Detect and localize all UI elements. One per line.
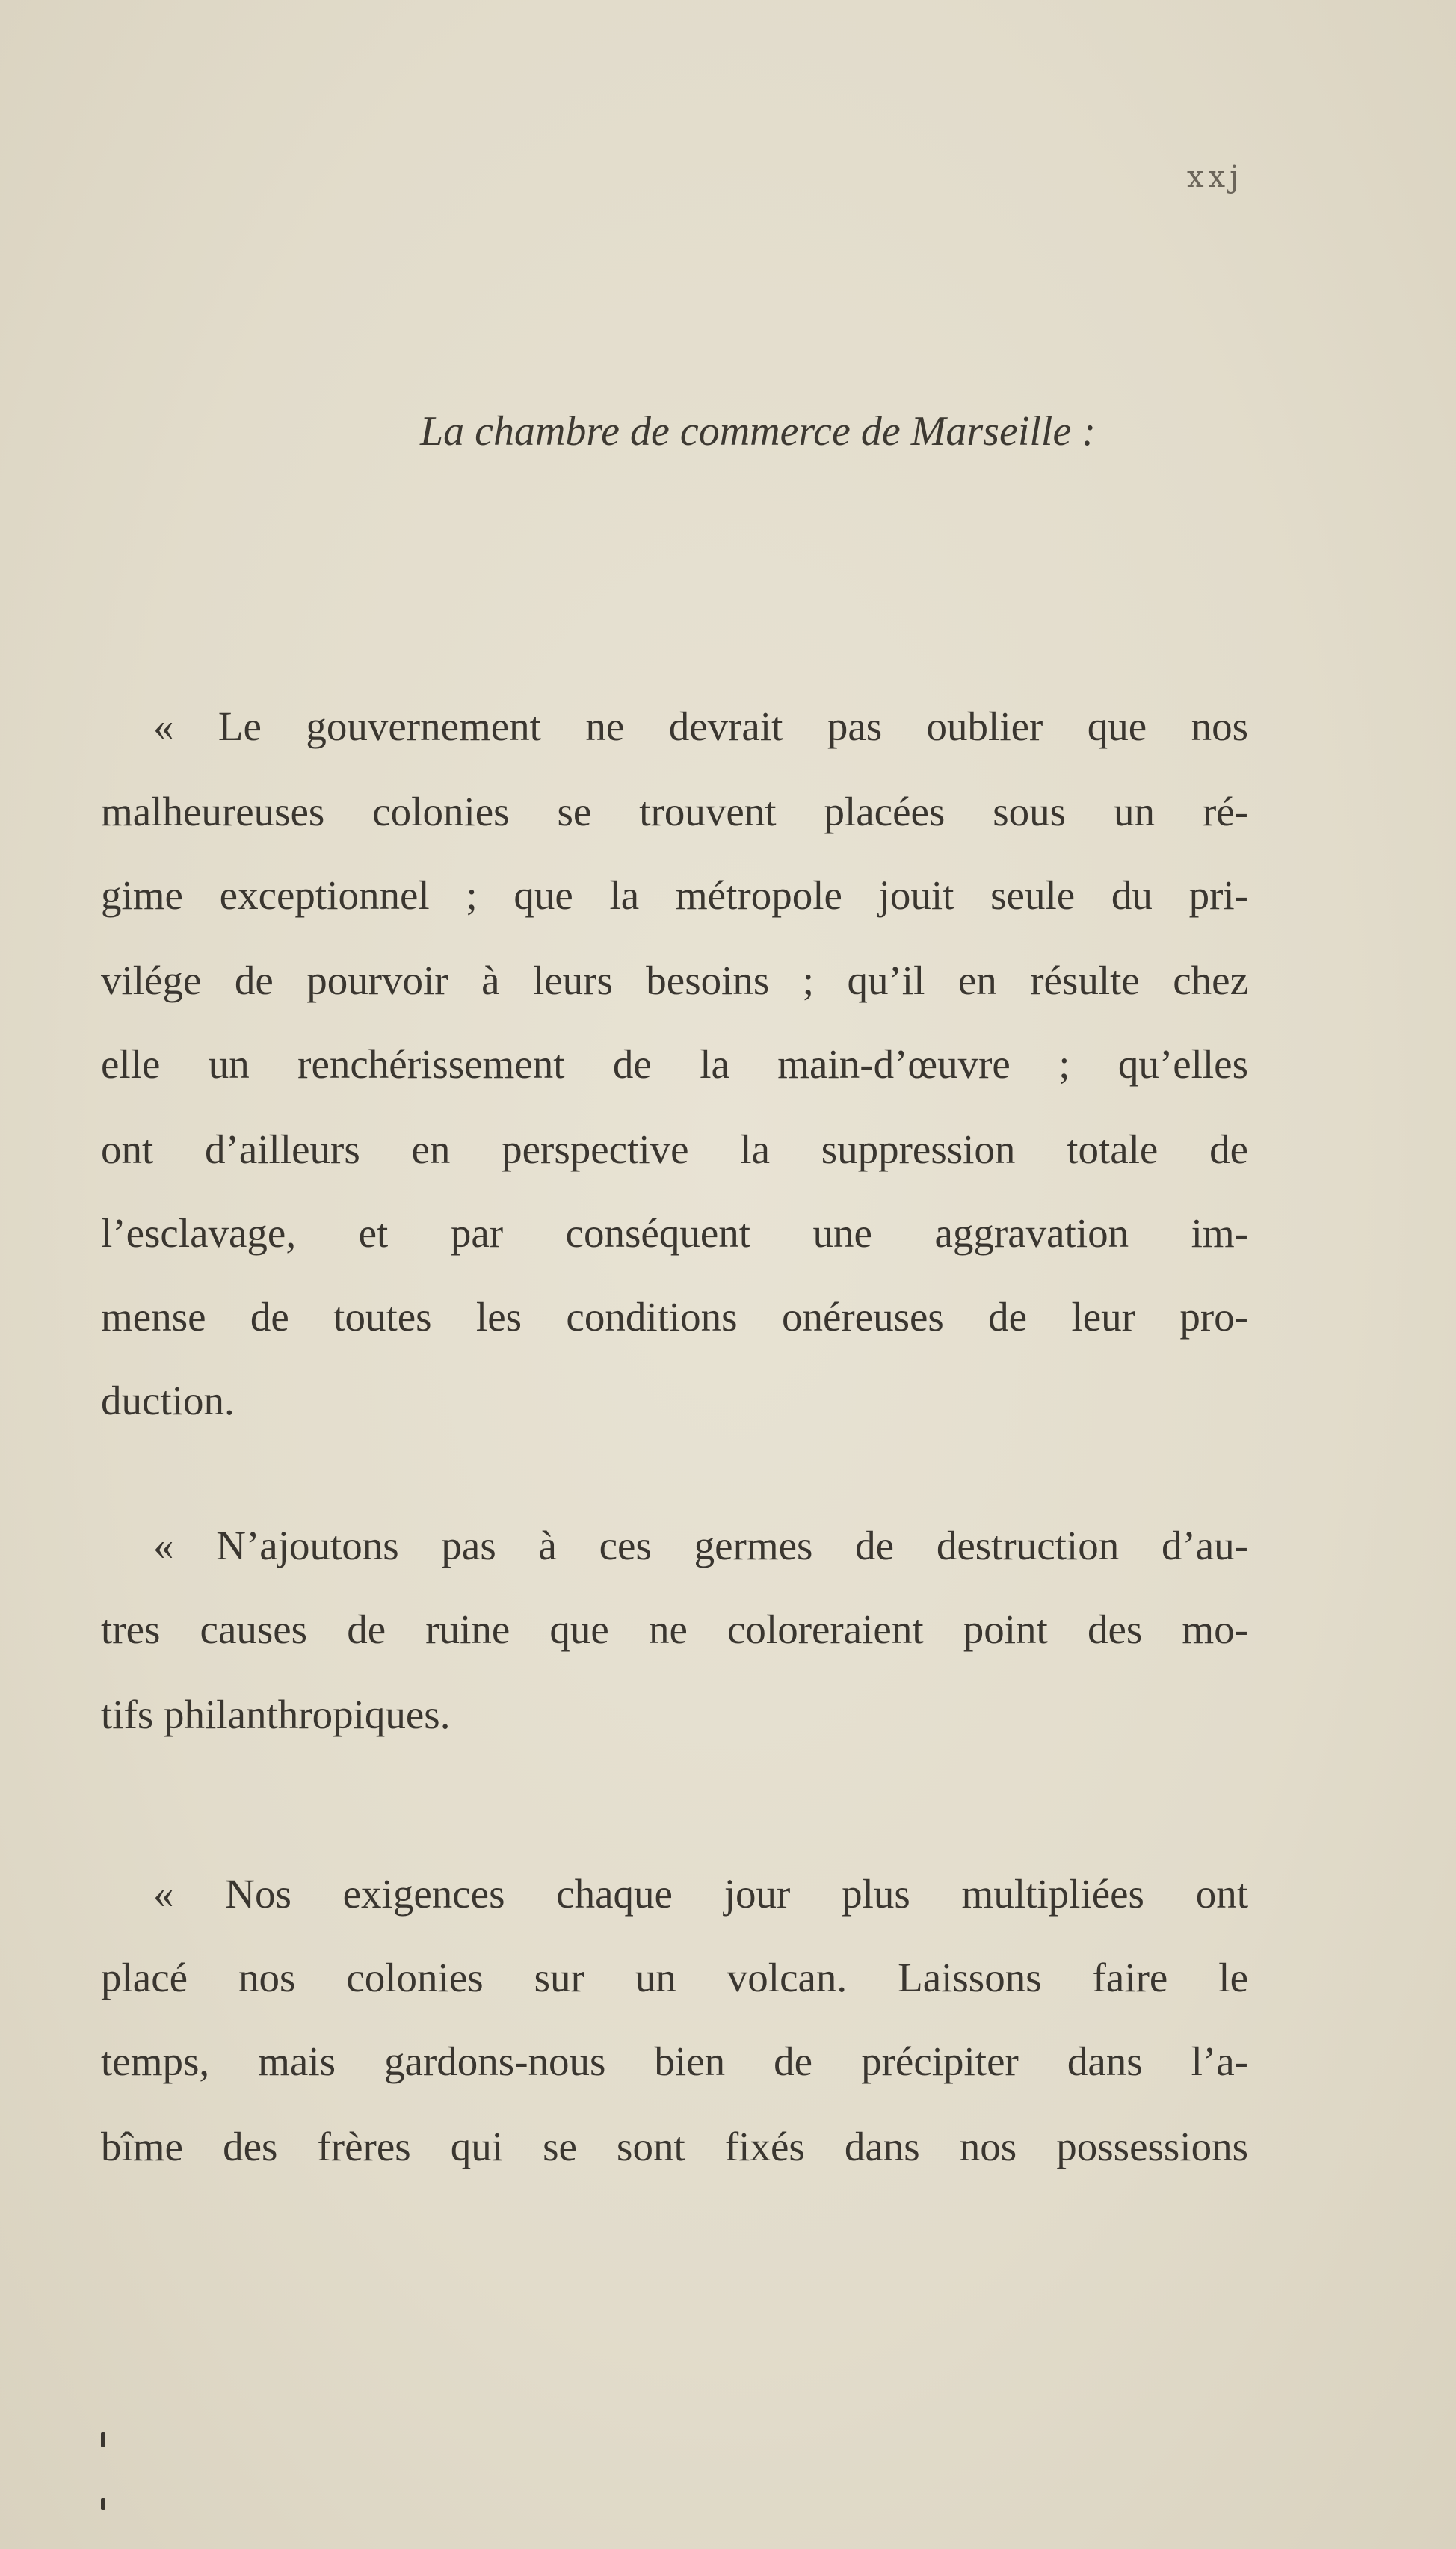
print-mark	[101, 2432, 105, 2447]
paragraph-1-line-9: duction.	[101, 1378, 235, 1423]
paragraph-1-line-6: ont d’ailleurs en perspective la suppression totale de	[101, 1126, 1248, 1172]
paragraph-3-line-1: « Nos exigences chaque jour plus multipliées ont	[153, 1871, 1248, 1917]
paragraph-1-line-2: malheureuses colonies se trouvent placées sous un ré-	[101, 789, 1248, 834]
section-heading: La chambre de commerce de Marseille :	[419, 408, 1096, 454]
page-number: xxj	[1187, 160, 1244, 194]
paragraph-1-line-1: « Le gouvernement ne devrait pas oublier que nos	[153, 703, 1248, 749]
paragraph-3-line-2: placé nos colonies sur un volcan. Laissons faire le	[101, 1955, 1248, 2000]
paragraph-1-line-4: vilége de pourvoir à leurs besoins ; qu’il en résulte chez	[101, 958, 1248, 1003]
paragraph-3-line-4: bîme des frères qui se sont fixés dans nos possessions	[101, 2124, 1248, 2169]
paragraph-1-line-5: elle un renchérissement de la main-d’œuvre ; qu’elles	[101, 1041, 1248, 1087]
paragraph-1-line-8: mense de toutes les conditions onéreuses de leur pro-	[101, 1294, 1248, 1340]
paragraph-2-line-3: tifs philanthropiques.	[101, 1692, 451, 1737]
paragraph-2-line-2: tres causes de ruine que ne coloreraient point des mo-	[101, 1606, 1248, 1652]
print-mark	[101, 2498, 105, 2510]
paragraph-3-line-3: temps, mais gardons-nous bien de précipiter dans l’a-	[101, 2038, 1248, 2084]
paragraph-2-line-1: « N’ajoutons pas à ces germes de destruction d’au-	[153, 1523, 1248, 1568]
paragraph-1-line-7: l’esclavage, et par conséquent une aggravation im-	[101, 1210, 1248, 1256]
paragraph-1-line-3: gime exceptionnel ; que la métropole jouit seule du pri-	[101, 872, 1248, 918]
